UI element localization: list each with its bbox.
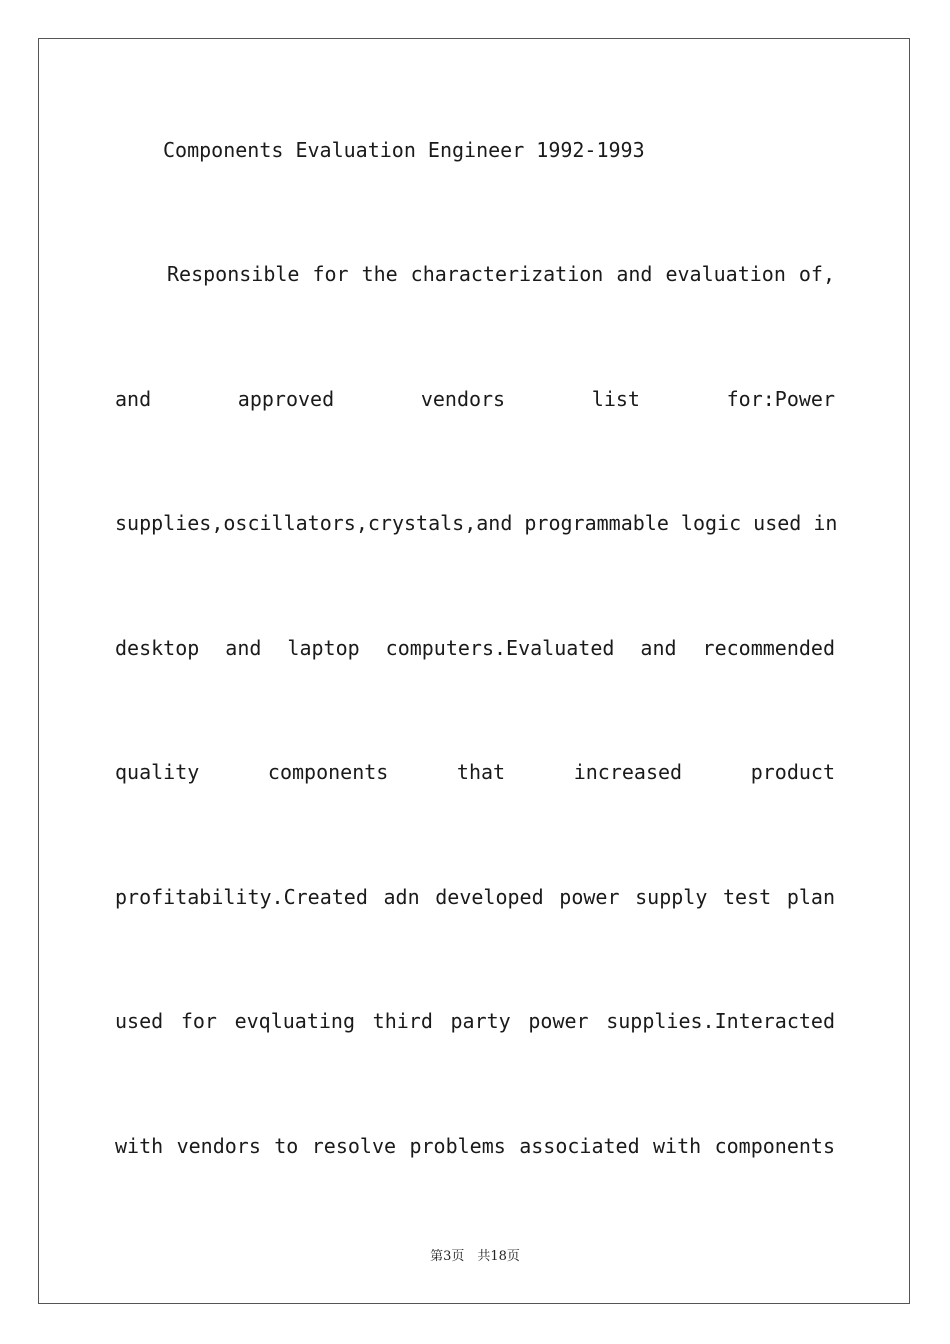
body-line-1: Responsible for the characterization and evaluation of,	[167, 262, 835, 286]
body-line-2: and approved vendors list for:Power	[115, 387, 835, 411]
body-line-7: used for evqluating third party power supplies.Interacted	[115, 1009, 835, 1033]
body-line-4: desktop and laptop computers.Evaluated and recommended	[115, 636, 835, 660]
body-line-3: supplies,oscillators,crystals,and programmable logic used in	[115, 511, 838, 535]
page-frame	[38, 38, 910, 1304]
section-heading: Components Evaluation Engineer 1992-1993	[163, 138, 645, 162]
body-line-6: profitability.Created adn developed power supply test plan	[115, 885, 835, 909]
body-line-5: quality components that increased product	[115, 760, 835, 784]
body-line-8: with vendors to resolve problems associated with components	[115, 1134, 835, 1158]
page-number-footer: 第3页 共18页	[430, 1249, 520, 1264]
